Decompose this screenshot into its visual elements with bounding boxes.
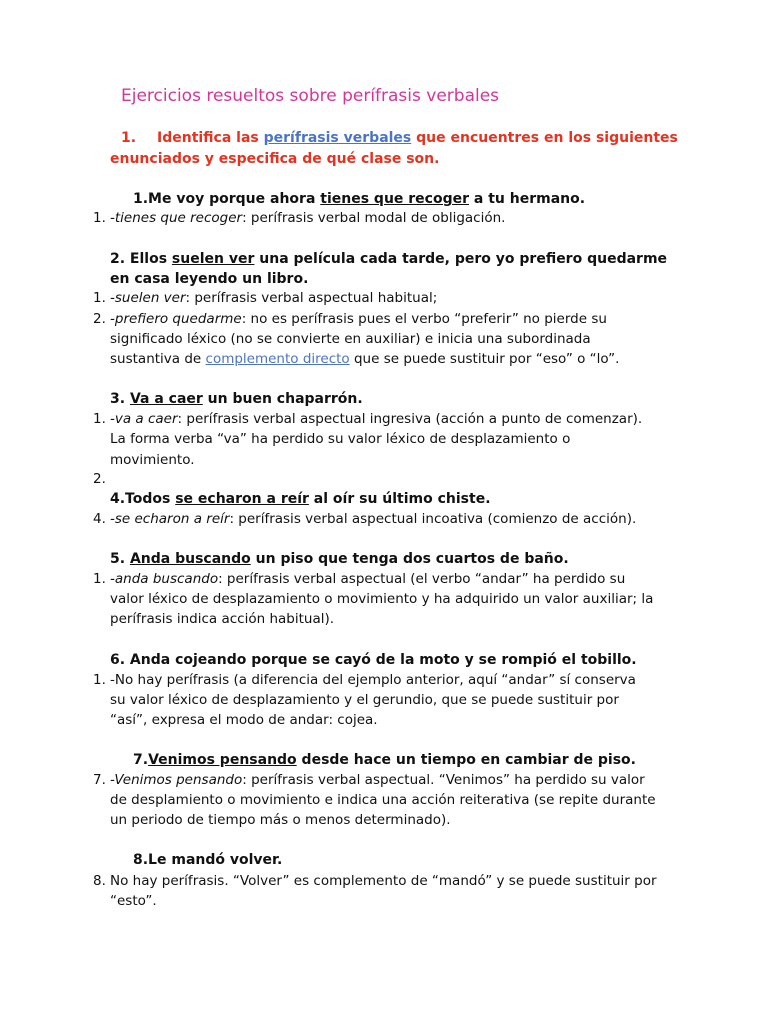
answer-2a	[110, 290, 437, 306]
answer-6-line-3: “así”, expresa el modo de andar: cojea.	[110, 712, 378, 728]
instruction-text: Identifica las	[157, 130, 264, 146]
list-marker: 1.	[93, 210, 106, 226]
list-marker: 7.	[93, 772, 106, 788]
answer-6: -No hay perífrasis (a diferencia del ejemplo anterior, aquí “andar” sí conserva	[110, 672, 636, 688]
answer-7-line-3: un periodo de tiempo más o menos determinado).	[110, 812, 451, 828]
italic-term: -tienes que recoger	[110, 210, 243, 226]
question-7	[133, 752, 636, 768]
answer-8-line-2: “esto”.	[110, 893, 157, 909]
list-marker: 4.	[93, 511, 106, 527]
question-text: 4.Todos	[110, 491, 176, 507]
answer-text: : perífrasis verbal aspectual habitual;	[185, 290, 438, 306]
underlined-periphrasis: Anda buscando	[129, 551, 251, 567]
link-perifrasis-verbales[interactable]: perífrasis verbales	[263, 130, 412, 146]
answer-2b-line-3	[110, 351, 619, 367]
answer-5	[110, 571, 625, 587]
answer-3	[110, 411, 642, 427]
list-marker: 1.	[93, 571, 106, 587]
italic-term: -suelen ver	[110, 290, 186, 306]
answer-text: : no es perífrasis pues el verbo “preferir” no pierde su	[241, 311, 607, 327]
question-text: desde hace un tiempo en cambiar de piso.	[296, 752, 636, 768]
question-text: un buen chaparrón.	[202, 391, 363, 407]
question-3	[110, 391, 363, 407]
instruction-line-2: enunciados y especifica de qué clase son.	[110, 151, 440, 167]
question-1	[133, 191, 585, 207]
question-2	[110, 251, 667, 267]
question-text: un piso que tenga dos cuartos de baño.	[250, 551, 569, 567]
question-text: a tu hermano.	[469, 191, 586, 207]
question-4	[110, 491, 491, 507]
question-6: 6. Anda cojeando porque se cayó de la moto y se rompió el tobillo.	[110, 652, 637, 668]
list-marker: 2.	[93, 471, 106, 487]
italic-term: -anda buscando	[110, 571, 219, 587]
link-complemento-directo[interactable]: complemento directo	[205, 351, 350, 367]
list-marker: 1.	[93, 672, 106, 688]
answer-text: : perífrasis verbal aspectual incoativa (comienzo de acción).	[229, 511, 637, 527]
underlined-periphrasis: se echaron a reír	[175, 491, 309, 507]
question-text: 2. Ellos	[110, 251, 172, 267]
answer-4	[110, 511, 636, 527]
answer-text: que se puede sustituir por “eso” o “lo”.	[349, 351, 620, 367]
answer-8: No hay perífrasis. “Volver” es complemento de “mandó” y se puede sustituir por	[110, 873, 657, 889]
list-marker: 1.	[93, 411, 106, 427]
answer-3-line-3: movimiento.	[110, 452, 195, 468]
question-text: 5.	[110, 551, 130, 567]
answer-text: : perífrasis verbal aspectual. “Venimos” ha perdido su valor	[242, 772, 645, 788]
question-8: 8.Le mandó volver.	[133, 852, 283, 868]
underlined-periphrasis: tienes que recoger	[320, 191, 470, 207]
list-marker: 8.	[93, 873, 106, 889]
question-text: 7.	[133, 752, 149, 768]
question-text: una película cada tarde, pero yo prefiero quedarme	[254, 251, 668, 267]
answer-7	[110, 772, 645, 788]
italic-term: -va a caer	[110, 411, 178, 427]
answer-2b	[110, 311, 607, 327]
instruction-line-1	[121, 130, 678, 146]
question-2-line-2: en casa leyendo un libro.	[110, 271, 309, 287]
answer-1	[110, 210, 505, 226]
answer-7-line-2: de desplamiento o movimiento e indica una acción reiterativa (se repite durante	[110, 792, 656, 808]
page-title: Ejercicios resueltos sobre perífrasis verbales	[121, 86, 500, 106]
answer-6-line-2: su valor léxico de desplazamiento y el gerundio, que se puede sustituir por	[110, 692, 619, 708]
italic-term: -Venimos pensando	[110, 772, 243, 788]
underlined-periphrasis: Va a caer	[129, 391, 203, 407]
list-marker: 1.	[93, 290, 106, 306]
answer-2b-line-2: significado léxico (no se convierte en auxiliar) e inicia una subordinada	[110, 331, 591, 347]
answer-text: : perífrasis verbal aspectual ingresiva (acción a punto de comenzar).	[177, 411, 643, 427]
answer-text: : perífrasis verbal modal de obligación.	[242, 210, 506, 226]
italic-term: -prefiero quedarme	[110, 311, 242, 327]
underlined-periphrasis: suelen ver	[171, 251, 255, 267]
question-5	[110, 551, 569, 567]
question-text: 3.	[110, 391, 130, 407]
instruction-text-post: que encuentres en los siguientes	[411, 130, 678, 146]
answer-text: sustantiva de	[110, 351, 206, 367]
answer-5-line-3: perífrasis indica acción habitual).	[110, 611, 335, 627]
question-text: al oír su último chiste.	[308, 491, 491, 507]
italic-term: -se echaron a reír	[110, 511, 230, 527]
answer-3-line-2: La forma verba “va” ha perdido su valor léxico de desplazamiento o	[110, 431, 571, 447]
instruction-number: 1.	[121, 130, 137, 146]
question-text: 1.Me voy porque ahora	[133, 191, 321, 207]
list-marker: 2.	[93, 311, 106, 327]
underlined-periphrasis: Venimos pensando	[148, 752, 297, 768]
answer-5-line-2: valor léxico de desplazamiento o movimiento y ha adquirido un valor auxiliar; la	[110, 591, 654, 607]
answer-text: : perífrasis verbal aspectual (el verbo “andar” ha perdido su	[218, 571, 626, 587]
